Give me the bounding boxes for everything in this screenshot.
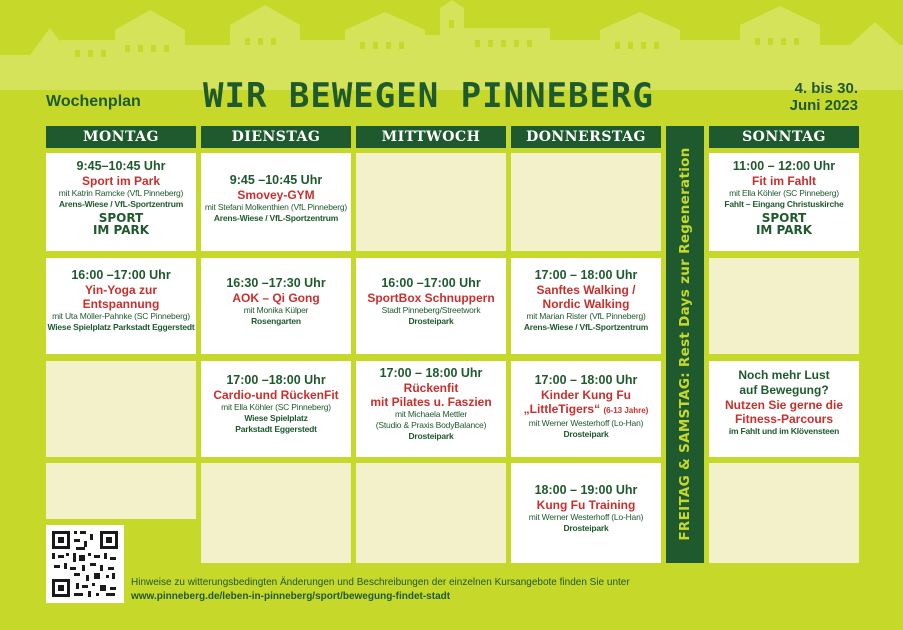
session-card bbox=[201, 153, 351, 251]
logo-line-2: IM PARK bbox=[92, 223, 150, 237]
session-name-line-1: Yin-Yoga zur bbox=[85, 283, 157, 297]
session-name: SportBox Schnuppern bbox=[367, 291, 495, 305]
session-name: Cardio-und RückenFit bbox=[213, 388, 339, 402]
session-location: Arens-Wiese / VfL-Sportzentrum bbox=[213, 213, 339, 223]
session-card bbox=[511, 258, 661, 354]
session-trainer: mit Katrin Ramcke (VfL Pinneberg) bbox=[58, 188, 184, 198]
session-trainer: mit Uta Möller-Pahnke (SC Pinneberg) bbox=[52, 311, 190, 321]
session-card bbox=[46, 258, 196, 354]
session-time: 17:00 – 18:00 Uhr bbox=[379, 366, 483, 380]
session-card bbox=[709, 153, 859, 251]
session-card bbox=[356, 258, 506, 354]
day-header-tuesday: DIENSTAG bbox=[201, 126, 351, 148]
session-age-range: (6-13 Jahre) bbox=[603, 406, 649, 415]
session-trainer: mit Monika Külper bbox=[243, 305, 309, 315]
more-info-line-3: Nutzen Sie gerne die bbox=[724, 398, 844, 412]
session-trainer-line-2: (Studio & Praxis BodyBalance) bbox=[375, 420, 487, 430]
session-location: Fahlt – Eingang Christuskirche bbox=[724, 199, 844, 209]
session-time: 9:45–10:45 Uhr bbox=[76, 159, 166, 173]
empty-cell bbox=[709, 258, 859, 354]
more-info-line-1: Noch mehr Lust bbox=[738, 368, 830, 382]
session-time: 9:45 –10:45 Uhr bbox=[229, 173, 323, 187]
session-location-line-1: Wiese Spielplatz bbox=[244, 413, 308, 423]
qr-code[interactable] bbox=[46, 525, 124, 603]
session-name-line-1: Rückenfit bbox=[403, 381, 459, 395]
session-name: Smovey-GYM bbox=[237, 188, 315, 202]
session-location: Arens-Wiese / VfL-Sportzentrum bbox=[523, 322, 649, 332]
session-time: 18:00 – 19:00 Uhr bbox=[534, 483, 638, 497]
session-trainer: mit Werner Westerhoff (Lo-Han) bbox=[528, 512, 644, 522]
session-name-line-2: Entspannung bbox=[82, 297, 160, 311]
session-name: Fit im Fahlt bbox=[752, 174, 816, 188]
session-location: Wiese Spielplatz Parkstadt Eggerstedt bbox=[47, 322, 195, 332]
qr-code-icon bbox=[46, 525, 124, 603]
day-header-wednesday: MITTWOCH bbox=[356, 126, 506, 148]
session-location: Drosteipark bbox=[408, 316, 454, 326]
session-trainer: mit Werner Westerhoff (Lo-Han) bbox=[528, 418, 644, 428]
day-header-monday: MONTAG bbox=[46, 126, 196, 148]
footer-note: Hinweise zu witterungsbedingten Änderungen und Beschreibungen der einzelnen Kursangebote finden Sie unter bbox=[131, 577, 630, 588]
session-trainer: mit Ella Köhler (SC Pinneberg) bbox=[729, 188, 839, 198]
session-name-line-2: Nordic Walking bbox=[542, 297, 630, 311]
session-time: 11:00 – 12:00 Uhr bbox=[732, 159, 836, 173]
session-card bbox=[46, 153, 196, 251]
session-name-line-1: Kinder Kung Fu bbox=[541, 388, 631, 402]
empty-cell bbox=[201, 463, 351, 563]
session-card bbox=[511, 463, 661, 563]
logo-line-2: IM PARK bbox=[755, 223, 813, 237]
logo-line-1: SPORT bbox=[98, 211, 144, 225]
more-info-card bbox=[709, 361, 859, 457]
day-header-thursday: DONNERSTAG bbox=[511, 126, 661, 148]
rest-days-text: FREITAG & SAMSTAG: Rest Days zur Regeneration bbox=[677, 147, 693, 541]
sport-im-park-logo bbox=[93, 212, 149, 236]
day-header-sunday: SONNTAG bbox=[709, 126, 859, 148]
session-name-text: „LittleTigers“ bbox=[523, 402, 601, 416]
session-location: Drosteipark bbox=[563, 429, 609, 439]
session-trainer: mit Ella Köhler (SC Pinneberg) bbox=[221, 402, 331, 412]
session-card bbox=[201, 361, 351, 457]
session-name-line-1: Sanftes Walking / bbox=[536, 283, 636, 297]
logo-line-1: SPORT bbox=[761, 211, 807, 225]
sport-im-park-logo bbox=[756, 212, 812, 236]
session-card bbox=[511, 361, 661, 457]
session-name-line-2 bbox=[511, 402, 661, 418]
session-trainer: mit Stefani Molkenthien (VfL Pinneberg) bbox=[204, 202, 348, 212]
empty-cell bbox=[46, 463, 196, 519]
session-time: 17:00 – 18:00 Uhr bbox=[534, 268, 638, 282]
empty-cell bbox=[46, 361, 196, 457]
empty-cell bbox=[709, 463, 859, 563]
session-time: 16:30 –17:30 Uhr bbox=[226, 276, 326, 290]
footer-url-link[interactable]: www.pinneberg.de/leben-in-pinneberg/sport/bewegung-findet-stadt bbox=[131, 591, 451, 602]
session-time: 17:00 –18:00 Uhr bbox=[226, 373, 326, 387]
session-trainer-line-1: mit Michaela Mettler bbox=[394, 409, 468, 419]
session-card bbox=[356, 361, 506, 457]
session-name: Kung Fu Training bbox=[536, 498, 636, 512]
more-info-line-4: Fitness-Parcours bbox=[734, 412, 834, 426]
session-location: Drosteipark bbox=[563, 523, 609, 533]
empty-cell bbox=[356, 153, 506, 251]
date-line-2: Juni 2023 bbox=[789, 97, 858, 114]
session-name: Sport im Park bbox=[81, 174, 161, 188]
page-title: WIR BEWEGEN PINNEBERG bbox=[203, 76, 654, 116]
date-range bbox=[790, 80, 858, 114]
empty-cell bbox=[511, 153, 661, 251]
session-trainer: Stadt Pinneberg/Streetwork bbox=[381, 305, 481, 315]
session-location-line-2: Parkstadt Eggerstedt bbox=[235, 424, 317, 434]
session-location: Arens-Wiese / VfL-Sportzentrum bbox=[58, 199, 184, 209]
more-info-line-5: im Fahlt und im Klövensteen bbox=[728, 426, 840, 436]
session-time: 16:00 –17:00 Uhr bbox=[381, 276, 481, 290]
header-subtitle: Wochenplan bbox=[46, 93, 141, 110]
session-location: Drosteipark bbox=[408, 431, 454, 441]
session-card bbox=[201, 258, 351, 354]
session-trainer: mit Marian Rister (VfL Pinneberg) bbox=[526, 311, 646, 321]
session-name-line-2: mit Pilates u. Faszien bbox=[370, 395, 492, 409]
session-location: Rosengarten bbox=[251, 316, 301, 326]
date-line-1: 4. bis 30. bbox=[794, 80, 858, 97]
empty-cell bbox=[356, 463, 506, 563]
more-info-line-2: auf Bewegung? bbox=[739, 383, 829, 397]
session-name: AOK – Qi Gong bbox=[232, 291, 320, 305]
session-time: 16:00 –17:00 Uhr bbox=[71, 268, 171, 282]
session-time: 17:00 – 18:00 Uhr bbox=[534, 373, 638, 387]
